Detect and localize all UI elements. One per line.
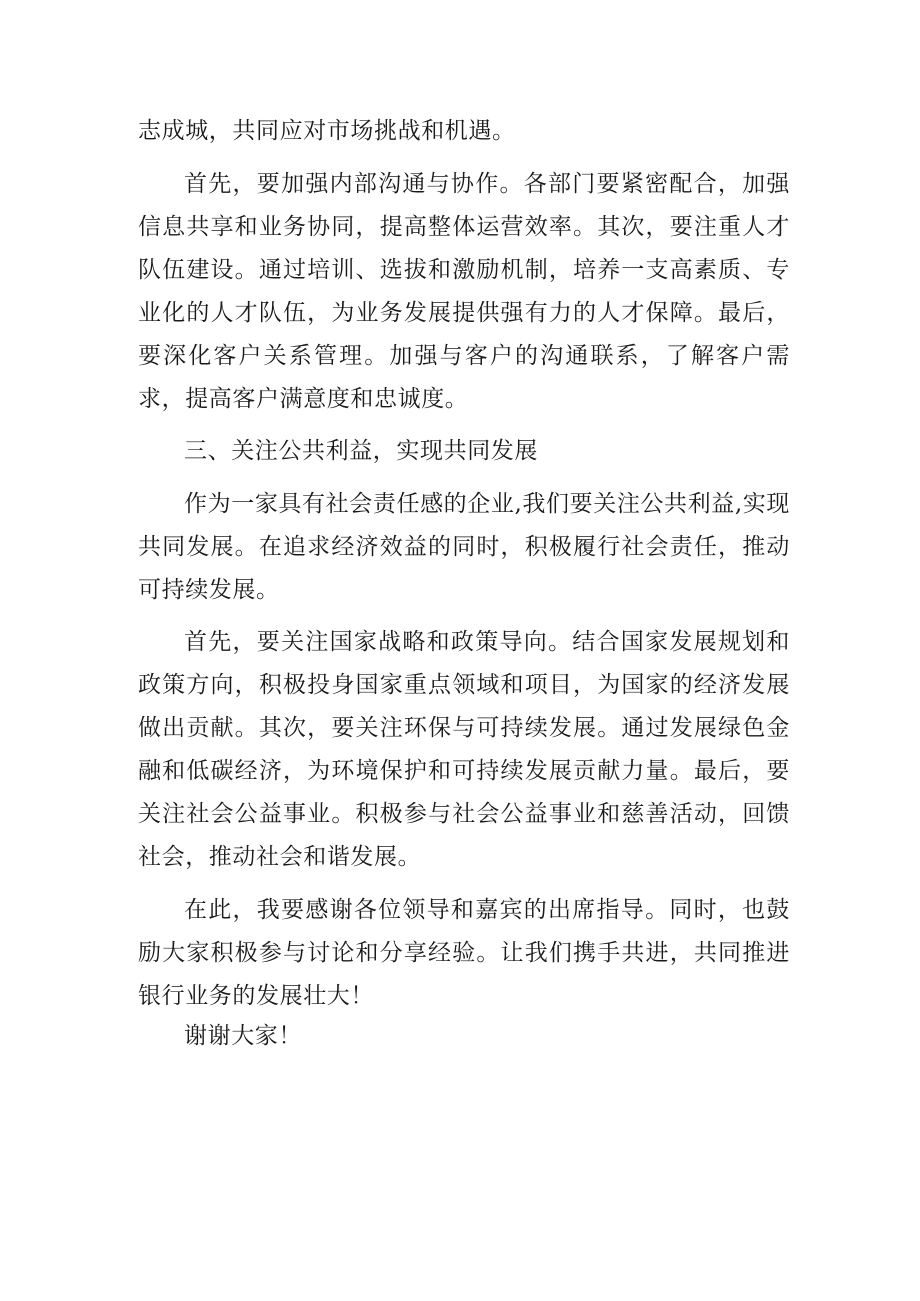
paragraph-social-responsibility: 作为一家具有社会责任感的企业,我们要关注公共利益,实现共同发展。在追求经济效益的同时，积极履行社会责任，推动可持续发展。: [138, 490, 790, 603]
paragraph-national-strategy: 首先，要关注国家战略和政策导向。结合国家发展规划和政策方向，积极投身国家重点领域和项目，为国家的经济发展做出贡献。其次，要关注环保与可持续发展。通过发展绿色金融和低碳经济，为环境保护和可持续发展贡献力量。最后，要关注社会公益事业。积极参与社会公益事业和慈善活动，回馈社会，推动社会和谐发展。: [138, 629, 790, 870]
paragraph-continuation: 志成城，共同应对市场挑战和机遇。: [138, 118, 516, 144]
section-heading-public-interest: 三、关注公共利益，实现共同发展: [184, 438, 538, 464]
paragraph-internal-cooperation: 首先，要加强内部沟通与协作。各部门要紧密配合，加强信息共享和业务协同，提高整体运营效率。其次，要注重人才队伍建设。通过培训、选拔和激励机制，培养一支高素质、专业化的人才队伍，为业务发展提供强有力的人才保障。最后，要深化客户关系管理。加强与客户的沟通联系，了解客户需求，提高客户满意度和忠诚度。: [138, 170, 790, 412]
closing-thanks: 谢谢大家！: [184, 1023, 302, 1049]
document-body: [138, 110, 790, 1068]
paragraph-acknowledgement: 在此，我要感谢各位领导和嘉宾的出席指导。同时，也鼓励大家积极参与讨论和分享经验。让我们携手共进，共同推进银行业务的发展壮大！: [138, 896, 790, 1009]
